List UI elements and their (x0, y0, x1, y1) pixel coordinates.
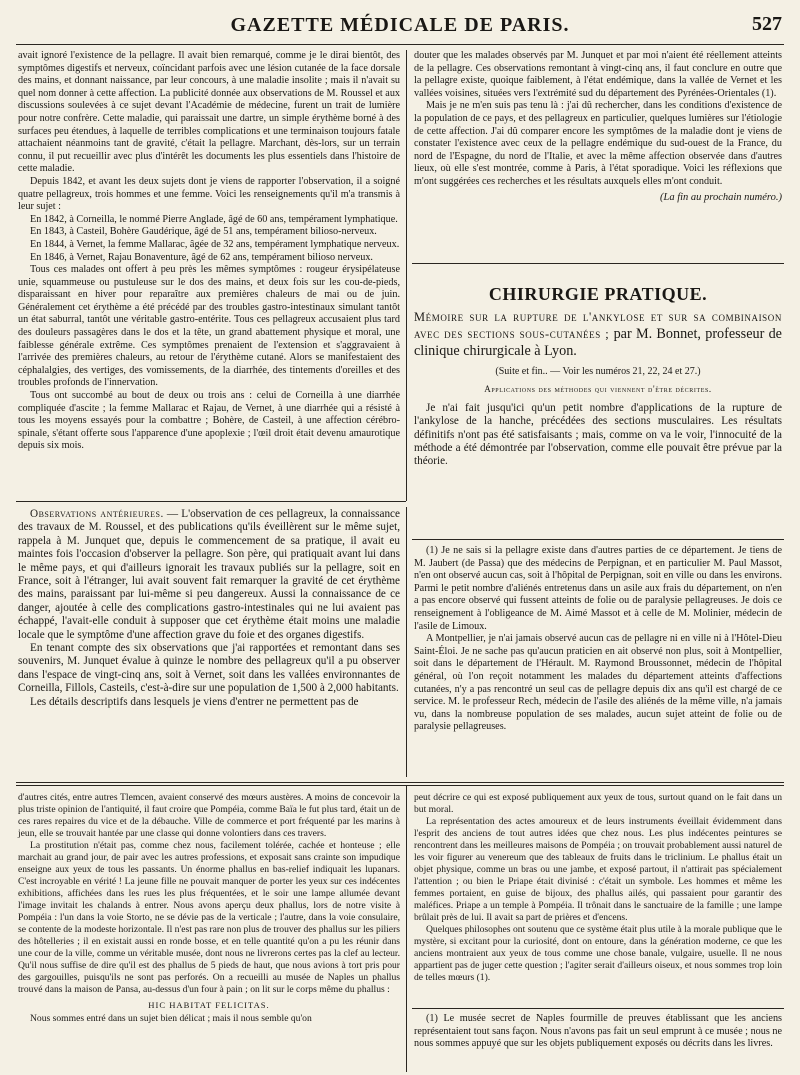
feuilleton-right (414, 792, 782, 984)
paragraph: douter que les malades observés par M. Junquet et par moi n'aient été réellement atteints de la pellagre. Ces observations remontant à vingt-cinq ans, il faut conclure en outre que la pellagre existe, quoique faiblement, à l'état endémique, dans la vallée de Vernet et les vallées voisines, situées vers l'extrémité sud du département des Pyrénées-Orientales (1). (414, 50, 782, 99)
paragraph: Quelques philosophes ont soutenu que ce système était plus utile à la morale publique que le mystère, si excitant pour la curiosité, dont on entoure, dans la génération moderne, ce que les anciens montraient aux yeux de tous comme une chose banale, vulgaire, usuelle. Il ne nous appartient pas de juger cette question ; l'agiter serait d'ailleurs oiseux, et nous sommes trop loin de telles mœurs (1). (414, 924, 782, 983)
feuilleton-left (18, 792, 400, 1025)
rule-right-footnote (412, 539, 784, 540)
paragraph: peut décrire ce qui est exposé publiquement aux yeux de tous, surtout quand on le fait dans un but moral. (414, 792, 782, 815)
footnote-paragraph: A Montpellier, je n'ai jamais observé aucun cas de pellagre ni en ville ni à l'Hôtel-Dieu Saint-Éloi. Je ne sache pas qu'aucun praticien en ait observé non plus, soit à Montpellier, soit dans le département de l'Hérault. M. Raymond Broussonnet, médecin de l'hôpital général, où l'on reçoit notamment les malades du département atteints d'affections cutanées, n'y a pas rencontré un seul cas de pellagre depuis dix ans qu'il est chargé de ce service. M. le professeur Rech, médecin de l'asile des aliénés de la même ville, n'a jamais vu, dans la nombreuse population de ses malades, aucun sujet atteint de folie ou de paralysie pellagreuses. (414, 633, 782, 733)
case-entry: En 1846, à Vernet, Rajau Bonaventure, âgé de 62 ans, tempérament bilioso nerveux. (30, 251, 373, 263)
section-lead: Observations antérieures. (30, 508, 164, 520)
rule-feuilleton-double (16, 785, 784, 786)
paragraph: Tous ces malades ont offert à peu près les mêmes symptômes : rougeur érysipélateuse unie, squammeuse ou pustuleuse sur le dos des mains, et deux fois sur les cou-de-pieds, disparaissant en hiver pour reparaître aux premières chaleurs de mai ou de juin. Généralement cet érythème a été précédé par des troubles gastro-intestinaux simulant tantôt un état saburral, tantôt une véritable gastro-entérite. Tous ces pellagreux accusaient plus tard des douleurs passagères dans le dos et la tête, un grand abattement physique et moral, une faiblesse générale extrême. Ces symptômes prenaient de l'extension et s'aggravaient à l'arrivée des premières chaleurs, au retour de l'érythème cutané. Alors se manifestaient des céphalalgies, des vertiges, des vomissements, de la diarrhée, des tintements d'oreilles et des troubles profonds de l'innervation. (18, 264, 400, 389)
rule-left-mid (16, 501, 406, 502)
paragraph: Je n'ai fait jusqu'ici qu'un petit nombre d'applications de la rupture de l'ankylose de la hanche, précédées des sections musculaires. Les résultats définitifs n'ont pas été satisfaisants ; mais, comme on va le voir, l'innocuité de la méthode a été démontrée par l'observation, comme elle pouvait être prévue par la théorie. (414, 401, 782, 468)
continuation-note: (La fin au prochain numéro.) (659, 191, 782, 203)
paragraph: La représentation des actes amoureux et de leurs instruments éveillait évidemment dans l'esprit des anciens de tout autres idées que chez nous. Les plus indécentes peintures se rencontrent dans les meilleures maisons de Pompéia ; on trouvait probablement aussi naturel de les voir figurer au venereum que des tableaux de fruits dans le triclinium. Le phallus était un objet physique, comme un bras ou une jambe, et exposé partout, il n'attirait pas spécialement l'attention ; ou bien le Priape était divinisé : c'était un symbole. Les hommes et même les femmes portaient, en guise de bijoux, des phallus ailés, qui passaient pour garantir des maléfices. Priape a un temple à Pompéia. Il trônait dans le sanctuaire de la famille ; une lampe brûlait près de lui. Il avait sa part de prières et d'encens. (414, 816, 782, 923)
column-divider-top (406, 50, 407, 501)
memoir-title (414, 309, 782, 360)
rule-bottom-footnote (412, 1008, 784, 1009)
memoir-title-lead: Mémoire sur la rupture de l'ankylose et sur sa combinaison avec des sections sous-cutanées ; (414, 309, 782, 341)
paragraph: La prostitution n'était pas, comme chez nous, facilement tolérée, cachée et honteuse ; elle marchait au grand jour, de pair avec les autres professions, et exposait sans crainte son impudique enseigne aux yeux de tous les passants. Un énorme phallus en bas-relief indiquait les lupanars. C'est incroyable en vérité ! La jeune fille ne pouvait manquer de porter les yeux sur ces indécentes exhibitions, affichées dans les rues les plus fréquentées, et le soir une lampe allumée devant l'image invitait les chalands à entrer. Nous avons aperçu deux phallus, lors de notre visite à Pompéia : l'un dans la voie Storto, ne se dévie pas de la verticale ; l'autre, dans la voie consulaire, se contente de la modeste horizontale. Il n'est pas rare non plus de trouver des phallus sur les piliers des hôtelleries ; il en existait aussi en ronde bosse, et en telle quantité qu'on a pu les réunir dans une cour de la ville, comme un véritable musée, dont nous ne livrerons certes pas la clef au lecteur. Qu'il nous suffise de dire qu'il est des phallus de 5 pieds de haut, que nous avions à tort pris pour des gargouilles, puisqu'ils ne sont pas perforés. On a recueilli au musée de Naples un phallus trouvé dans la maison de Pansa, au-dessus d'un four à pain ; on lit sur le corps même du phallus : (18, 840, 400, 995)
footnote-paragraph: (1) Le musée secret de Naples fourmille de preuves établissant que les anciens représentaient tout sans façon. Nous n'avons pas fait un seul emprunt à ce musée ; nous ne nous sommes appuyé que sur les objets publiquement exposés ou décrits dans les livres. (414, 1013, 782, 1050)
chirurgie-section (414, 282, 782, 469)
right-column-top (414, 50, 782, 204)
case-entry: En 1842, à Corneilla, le nommé Pierre Anglade, âgé de 60 ans, tempérament lymphatique. (30, 213, 398, 225)
inscription: HIC HABITAT FELICITAS. (148, 1000, 270, 1010)
masthead-title: GAZETTE MÉDICALE DE PARIS. (230, 14, 570, 36)
paragraph: Tous ont succombé au bout de deux ou trois ans : celui de Corneilla à une diarrhée compliquée d'ascite ; la femme Mallarac et Rajau, de Vernet, à une diarrhée qui a résisté à tous les moyens essayés pour la combattre ; Bohère, de Casteil, à une affection cérébro-spinale, s'étant offerte sous l'apparence d'une apoplexie ; l'œil droit était devenu amaurotique depuis six mois. (18, 390, 400, 452)
paragraph: Depuis 1842, et avant les deux sujets dont je viens de rapporter l'observation, il a soigné quatre pellagreux, trois hommes et une femme. Voici les renseignements qu'il m'a transmis à leur sujet : (18, 175, 400, 213)
column-divider-middle (406, 507, 407, 777)
paragraph: Les détails descriptifs dans lesquels je viens d'entrer ne permettent pas de (30, 695, 359, 708)
left-column-top (18, 50, 400, 453)
paragraph: avait ignoré l'existence de la pellagre. Il avait bien remarqué, comme je le dirai bientôt, des symptômes digestifs et nerveux, coïncidant parfois avec une lésion cutanée de la face dorsale des mains, et donnant naissance, par leur concours, à une maladie insolite ; mais il n'avait su quel nom donner à cette affection. La publicité donnée aux observations de M. Roussel et aux discussions soulevées à ce sujet devant l'Académie de médecine, furent un trait de lumière pour notre confrère. Cette maladie, qui paraissait une dartre, un simple érythème borné à des surfaces peu étendues, à laquelle de terribles complications et une terminaison toujours fatale attachaient néanmoins tant de gravité, c'était la pellagre. Marchant, dès-lors, sur un terrain connu, il put recueillir avec plus d'intérêt les documents les plus essentiels dans l'histoire de cette maladie. (18, 50, 401, 175)
left-column-middle (18, 508, 400, 709)
case-entry: En 1843, à Casteil, Bohère Gaudérique, âgé de 51 ans, tempérament bilioso-nerveux. (30, 226, 377, 238)
paragraph: — L'observation de ces pellagreux, la connaissance des travaux de M. Roussel, et des publications qu'ils éveillèrent sur le même sujet, rappela à M. Junquet que, depuis le commencement de sa pratique, il avait eu maintes fois l'occasion d'observer la pellagre. Son père, qui pratiquait avant lui dans le même pays, et qui d'ailleurs ignorait les travaux publiés sur la pellagre, soit en France, soit à l'étranger, lui avait souvent fait remarquer la gravité de cet érythème des mains, paraissant par lui-même si peu dangereux. Aussi la connaissance de ce danger, ajoutée à celle des complications gastro-intestinales qui ne lui avaient pas échappé, l'avait-elle conduit à supposer que cet érythème était moins une maladie locale que le symptôme d'une affection grave du foie et des organes digestifs. (18, 508, 400, 641)
rule-feuilleton (16, 782, 784, 783)
footnote-paragraph: (1) Je ne sais si la pellagre existe dans d'autres parties de ce département. Je tiens de M. Jaubert (de Passa) que des médecins de Perpignan, et en particulier M. Paul Massot, n'en ont observé aucun cas, soit à l'hôpital de Perpignan, soit en ville ou dans les environs. Parmi le petit nombre d'aliénés entretenus dans un asile aux frais du département, on n'en a pas encore observé qui fussent atteints de folie ou de paralysie pellagreuses. Je dois ce renseignement à l'obligeance de M. Aimé Massot et à celle de M. Molinier, médecin de l'asile de Limoux. (414, 545, 782, 632)
paragraph: Nous sommes entré dans un sujet bien délicat ; mais il nous semble qu'on (30, 1013, 312, 1024)
memoir-author: par M. Bonnet, professeur de clinique chirurgicale à Lyon. (414, 325, 782, 359)
paragraph: Mais je ne m'en suis pas tenu là : j'ai dû rechercher, dans les conditions d'existence de la population de ce pays, et des pellagreux en particulier, quelques lumières sur l'étiologie de cette affection. J'ai dû comparer encore les symptômes de la maladie dont je viens de constater l'existence avec ceux de la pellagre endémique du sud-ouest de la France, du nord de l'Espagne, du nord de l'Italie, et avec la même affection observée dans d'autres lieux, où elle s'est montrée, comme à Paris, à l'état sporadique. Voici les réflexions que m'ont suggérées ces recherches et les résultats auxquels elles m'ont conduit. (414, 100, 782, 187)
series-reference: (Suite et fin.. — Voir les numéros 21, 22, 24 et 27.) (495, 365, 701, 377)
rule-right-top (412, 263, 784, 264)
section-title: CHIRURGIE PRATIQUE. (488, 284, 708, 304)
page-number: 527 (752, 13, 782, 35)
footnote-pellagre (414, 545, 782, 734)
footnote-musee (414, 1013, 782, 1051)
paragraph: En tenant compte des six observations que j'ai rapportées et remontant dans ses souvenirs, M. Junquet évalue à quinze le nombre des pellagreux qu'il a pu observer dans l'espace de vingt-cinq ans, soit à Vernet, soit dans les vallées environnantes de Corneilla, Fillols, Casteils, c'est-à-dire sur une population de 1,500 à 2,000 habitants. (18, 642, 400, 695)
paragraph: d'autres cités, entre autres Tlemcen, avaient conservé des mœurs austères. A moins de concevoir la plus triste opinion de l'antiquité, il faut croire que Pompéia, comme Baïa le fut plus tard, était un de ces rares repaires du vice et de la débauche. Ville de commerce et port fréquenté par les marins à jeun, elle se trouvait hantée par une classe qui donne volontiers dans ces travers. (18, 792, 400, 839)
subsection-heading: Applications des méthodes qui viennent d'être décrites. (484, 384, 712, 395)
case-entry: En 1844, à Vernet, la femme Mallarac, âgée de 32 ans, tempérament lymphatique nerveux. (30, 238, 400, 250)
column-divider-bottom (406, 786, 407, 1072)
page-header (16, 10, 784, 45)
